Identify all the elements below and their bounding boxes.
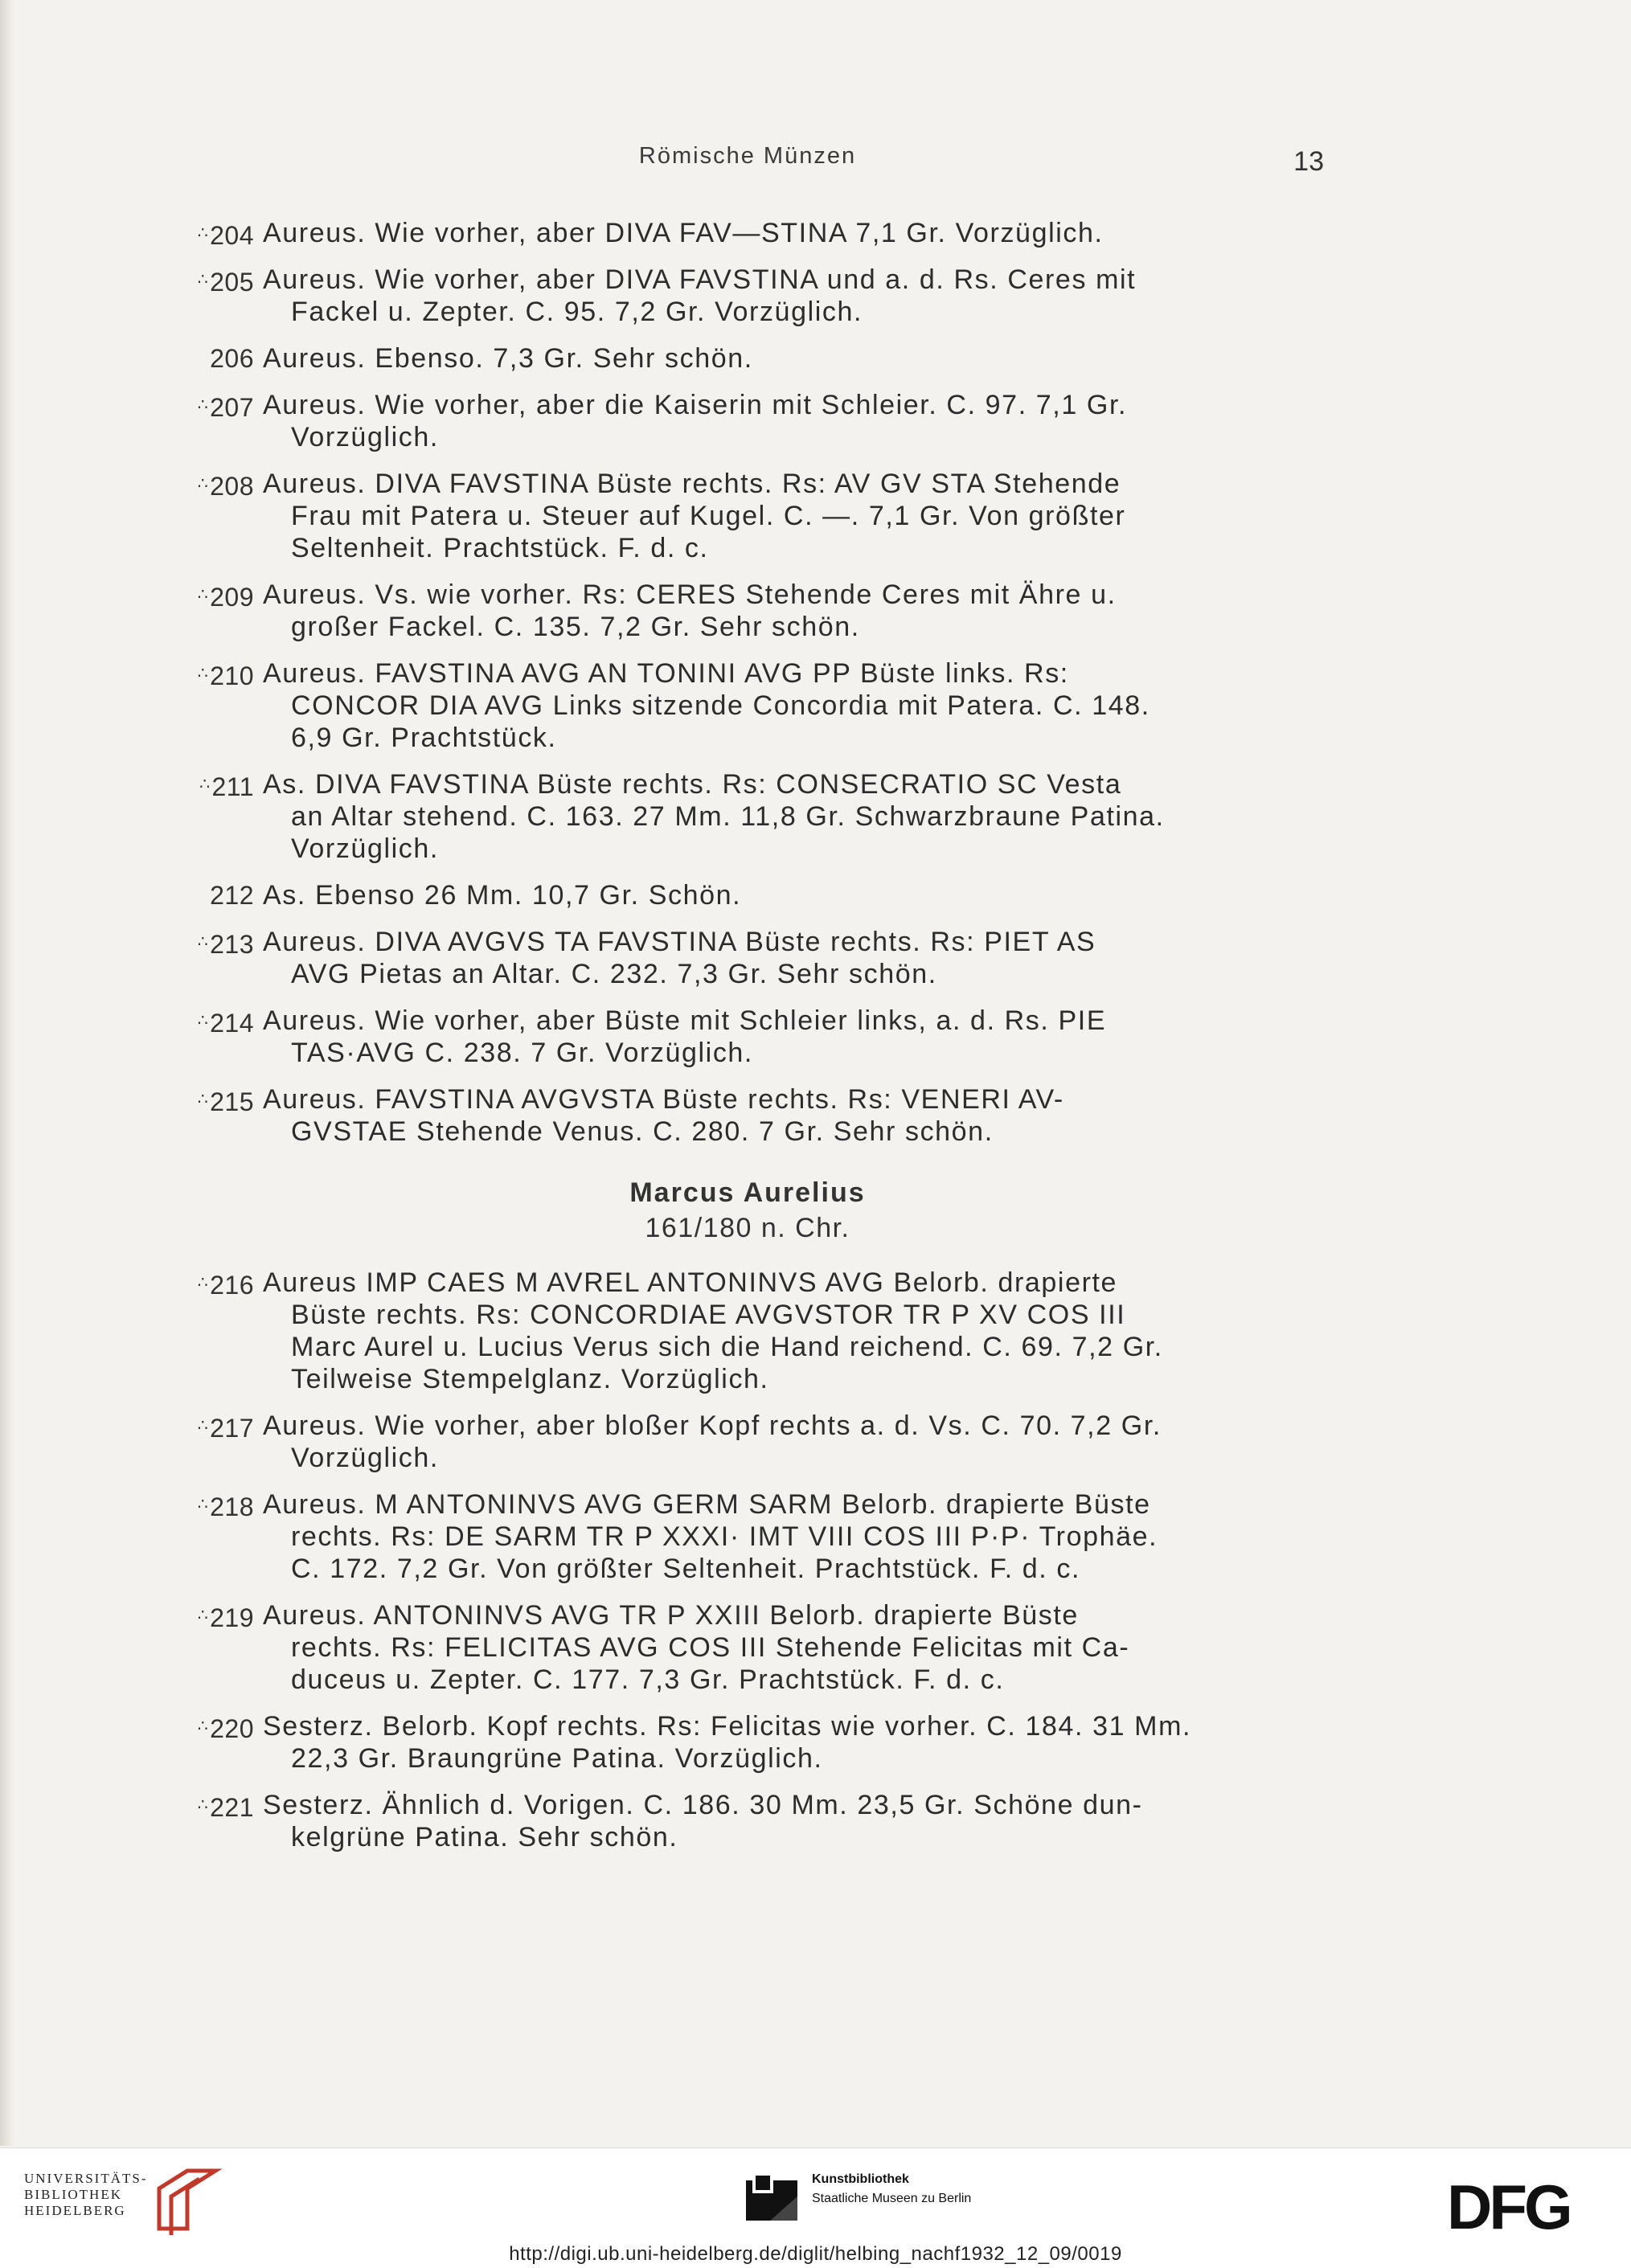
catalog-entry (0, 1267, 1631, 1395)
ub-line-3: HEIDELBERG (24, 2203, 126, 2218)
catalog-entry (0, 468, 1631, 564)
entry-text-line: C. 172. 7,2 Gr. Von größter Seltenheit. Prachtstück. F. d. c. (291, 1554, 1081, 1584)
entry-text-line: rechts. Rs: DE SARM TR P XXXI· IMT VIII COS III P·P· Trophäe. (291, 1521, 1158, 1552)
dfg-logo[interactable] (1447, 2179, 1608, 2239)
section-heading (0, 1175, 1495, 1246)
entry-text-line: Aureus. ANTONINVS AVG TR P XXIII Belorb. drapierte Büste (263, 1600, 1079, 1631)
entry-text-line: Vorzüglich. (291, 422, 439, 452)
entry-text-line: Aureus. Wie vorher, aber DIVA FAVSTINA und a. d. Rs. Ceres mit (263, 264, 1137, 295)
entry-number: ∴ 221 (175, 1789, 254, 1824)
catalog-entry (0, 1599, 1631, 1696)
entry-number: ∴ 208 (175, 468, 254, 502)
ub-line-2: BIBLIOTHEK (24, 2187, 122, 2202)
catalog-entry (0, 879, 1631, 911)
catalog-entry (0, 1710, 1631, 1775)
entry-text-line: Teilweise Stempelglanz. Vorzüglich. (291, 1364, 769, 1394)
entry-number: ∴ 205 (175, 264, 254, 298)
entry-number: ∴ 215 (175, 1083, 254, 1118)
entry-text-line: GVSTAE Stehende Venus. C. 280. 7 Gr. Sehr schön. (291, 1116, 994, 1147)
entry-text-line: TAS·AVG C. 238. 7 Gr. Vorzüglich. (291, 1038, 753, 1068)
catalog-entry (0, 1789, 1631, 1853)
entry-text-line: Vorzüglich. (291, 1443, 439, 1473)
catalog-entries (0, 217, 1631, 1868)
entry-number: ∴ 217 (175, 1410, 254, 1444)
catalog-entry (0, 1083, 1631, 1148)
entry-text-line: Aureus. M ANTONINVS AVG GERM SARM Belorb. drapierte Büste (263, 1489, 1151, 1520)
entry-text-line: As. DIVA FAVSTINA Büste rechts. Rs: CONSECRATIO SC Vesta (263, 769, 1122, 800)
running-header (0, 143, 1631, 191)
entry-text-line: großer Fackel. C. 135. 7,2 Gr. Sehr schön. (291, 612, 860, 642)
entry-text-line: an Altar stehend. C. 163. 27 Mm. 11,8 Gr. Schwarzbraune Patina. (291, 801, 1165, 832)
entry-text-line: Aureus. Wie vorher, aber die Kaiserin mit Schleier. C. 97. 7,1 Gr. (263, 390, 1128, 420)
entry-number: 206 (210, 344, 254, 373)
entry-number: ∴ 216 (175, 1267, 254, 1301)
catalog-entry (0, 1410, 1631, 1474)
entry-text-line: Sesterz. Belorb. Kopf rechts. Rs: Felicitas wie vorher. C. 184. 31 Mm. (263, 1711, 1192, 1742)
entry-text-line: Büste rechts. Rs: CONCORDIAE AVGVSTOR TR P XV COS III (291, 1300, 1126, 1330)
entry-number: ∴ 219 (175, 1599, 254, 1634)
catalog-entry (0, 217, 1631, 249)
entry-text-line: Aureus. FAVSTINA AVGVSTA Büste rechts. Rs: VENERI AV- (263, 1084, 1064, 1115)
entry-text-line: Fackel u. Zepter. C. 95. 7,2 Gr. Vorzüglich. (291, 297, 863, 327)
entry-text-line: Aureus. Vs. wie vorher. Rs: CERES Stehende Ceres mit Ähre u. (263, 579, 1117, 610)
entry-text-line: duceus u. Zepter. C. 177. 7,3 Gr. Prachtstück. F. d. c. (291, 1664, 1005, 1695)
entry-text-line: Aureus. Wie vorher, aber Büste mit Schleier links, a. d. Rs. PIE (263, 1005, 1107, 1036)
entry-number: ∴ 213 (175, 926, 254, 960)
entry-number: ∴ 218 (175, 1488, 254, 1523)
entry-number: 212 (210, 881, 254, 910)
marcus-aurelius-entries (0, 1267, 1631, 1853)
entry-number: ∴ 207 (175, 389, 254, 424)
entry-number: ∴ 209 (175, 579, 254, 613)
ub-heidelberg-logo[interactable] (24, 2171, 148, 2219)
catalog-entry (0, 768, 1631, 865)
catalog-entry (0, 926, 1631, 990)
entry-text-line: Aureus. DIVA AVGVS TA FAVSTINA Büste rechts. Rs: PIET AS (263, 927, 1096, 957)
ub-emblem-icon (143, 2164, 223, 2245)
entry-text-line: Aureus. Wie vorher, aber DIVA FAV—STINA 7,1 Gr. Vorzüglich. (263, 218, 1104, 248)
entry-number: ∴ 210 (175, 657, 254, 692)
kunstbibliothek-emblem-icon (746, 2172, 797, 2221)
running-title: Römische Münzen (638, 143, 857, 169)
faustina-entries (0, 217, 1631, 1148)
entry-text-line: Aureus. DIVA FAVSTINA Büste rechts. Rs: AV GV STA Stehende (263, 469, 1121, 499)
entry-number: ∴ 214 (175, 1005, 254, 1039)
entry-text-line: Aureus. Ebenso. 7,3 Gr. Sehr schön. (263, 343, 753, 374)
catalog-entry (0, 389, 1631, 453)
kunstbibliothek-subtitle: Staatliche Museen zu Berlin (812, 2192, 972, 2205)
page-number: 13 (1293, 146, 1324, 177)
ub-line-1: UNIVERSITÄTS- (24, 2171, 148, 2186)
kunstbibliothek-name: Kunstbibliothek (812, 2172, 909, 2186)
entry-text-line: 22,3 Gr. Braungrüne Patina. Vorzüglich. (291, 1743, 823, 1774)
dfg-wordmark-icon (1447, 2179, 1608, 2235)
catalog-entry (0, 1005, 1631, 1069)
catalog-entry (0, 342, 1631, 375)
entry-text-line: CONCOR DIA AVG Links sitzende Concordia mit Patera. C. 148. (291, 690, 1150, 721)
permalink-url[interactable]: http://digi.ub.uni-heidelberg.de/diglit/helbing_nachf1932_12_09/0019 (509, 2243, 1122, 2265)
entry-text-line: Aureus. Wie vorher, aber bloßer Kopf rechts a. d. Vs. C. 70. 7,2 Gr. (263, 1410, 1162, 1441)
entry-text-line: Aureus. FAVSTINA AVG AN TONINI AVG PP Büste links. Rs: (263, 658, 1069, 689)
entry-text-line: rechts. Rs: FELICITAS AVG COS III Stehende Felicitas mit Ca- (291, 1632, 1130, 1663)
catalog-entry (0, 657, 1631, 754)
entry-text-line: Sesterz. Ähnlich d. Vorigen. C. 186. 30 Mm. 23,5 Gr. Schöne dun- (263, 1790, 1143, 1820)
dfg-wordmark-text: DFG (1447, 2179, 1570, 2235)
entry-text-line: Seltenheit. Prachtstück. F. d. c. (291, 533, 709, 563)
entry-number: ∴ 220 (175, 1710, 254, 1745)
section-title: Marcus Aurelius (629, 1177, 866, 1208)
catalog-entry (0, 264, 1631, 328)
section-subtitle: 161/180 n. Chr. (645, 1213, 850, 1243)
catalog-entry (0, 1488, 1631, 1585)
entry-text-line: 6,9 Gr. Prachtstück. (291, 723, 557, 753)
entry-text-line: Vorzüglich. (291, 833, 439, 864)
entry-text-line: kelgrüne Patina. Sehr schön. (291, 1822, 678, 1852)
entry-text-line: Frau mit Patera u. Steuer auf Kugel. C. —. 7,1 Gr. Von größter (291, 501, 1126, 531)
footer (0, 2147, 1631, 2268)
entry-number: ∴ 211 (175, 768, 254, 803)
entry-text-line: Marc Aurel u. Lucius Verus sich die Hand reichend. C. 69. 7,2 Gr. (291, 1332, 1163, 1362)
entry-text-line: As. Ebenso 26 Mm. 10,7 Gr. Schön. (263, 880, 742, 911)
catalog-entry (0, 579, 1631, 643)
entry-number: ∴ 204 (175, 217, 254, 252)
entry-text-line: Aureus IMP CAES M AVREL ANTONINVS AVG Belorb. drapierte (263, 1267, 1118, 1298)
entry-text-line: AVG Pietas an Altar. C. 232. 7,3 Gr. Sehr schön. (291, 959, 937, 989)
